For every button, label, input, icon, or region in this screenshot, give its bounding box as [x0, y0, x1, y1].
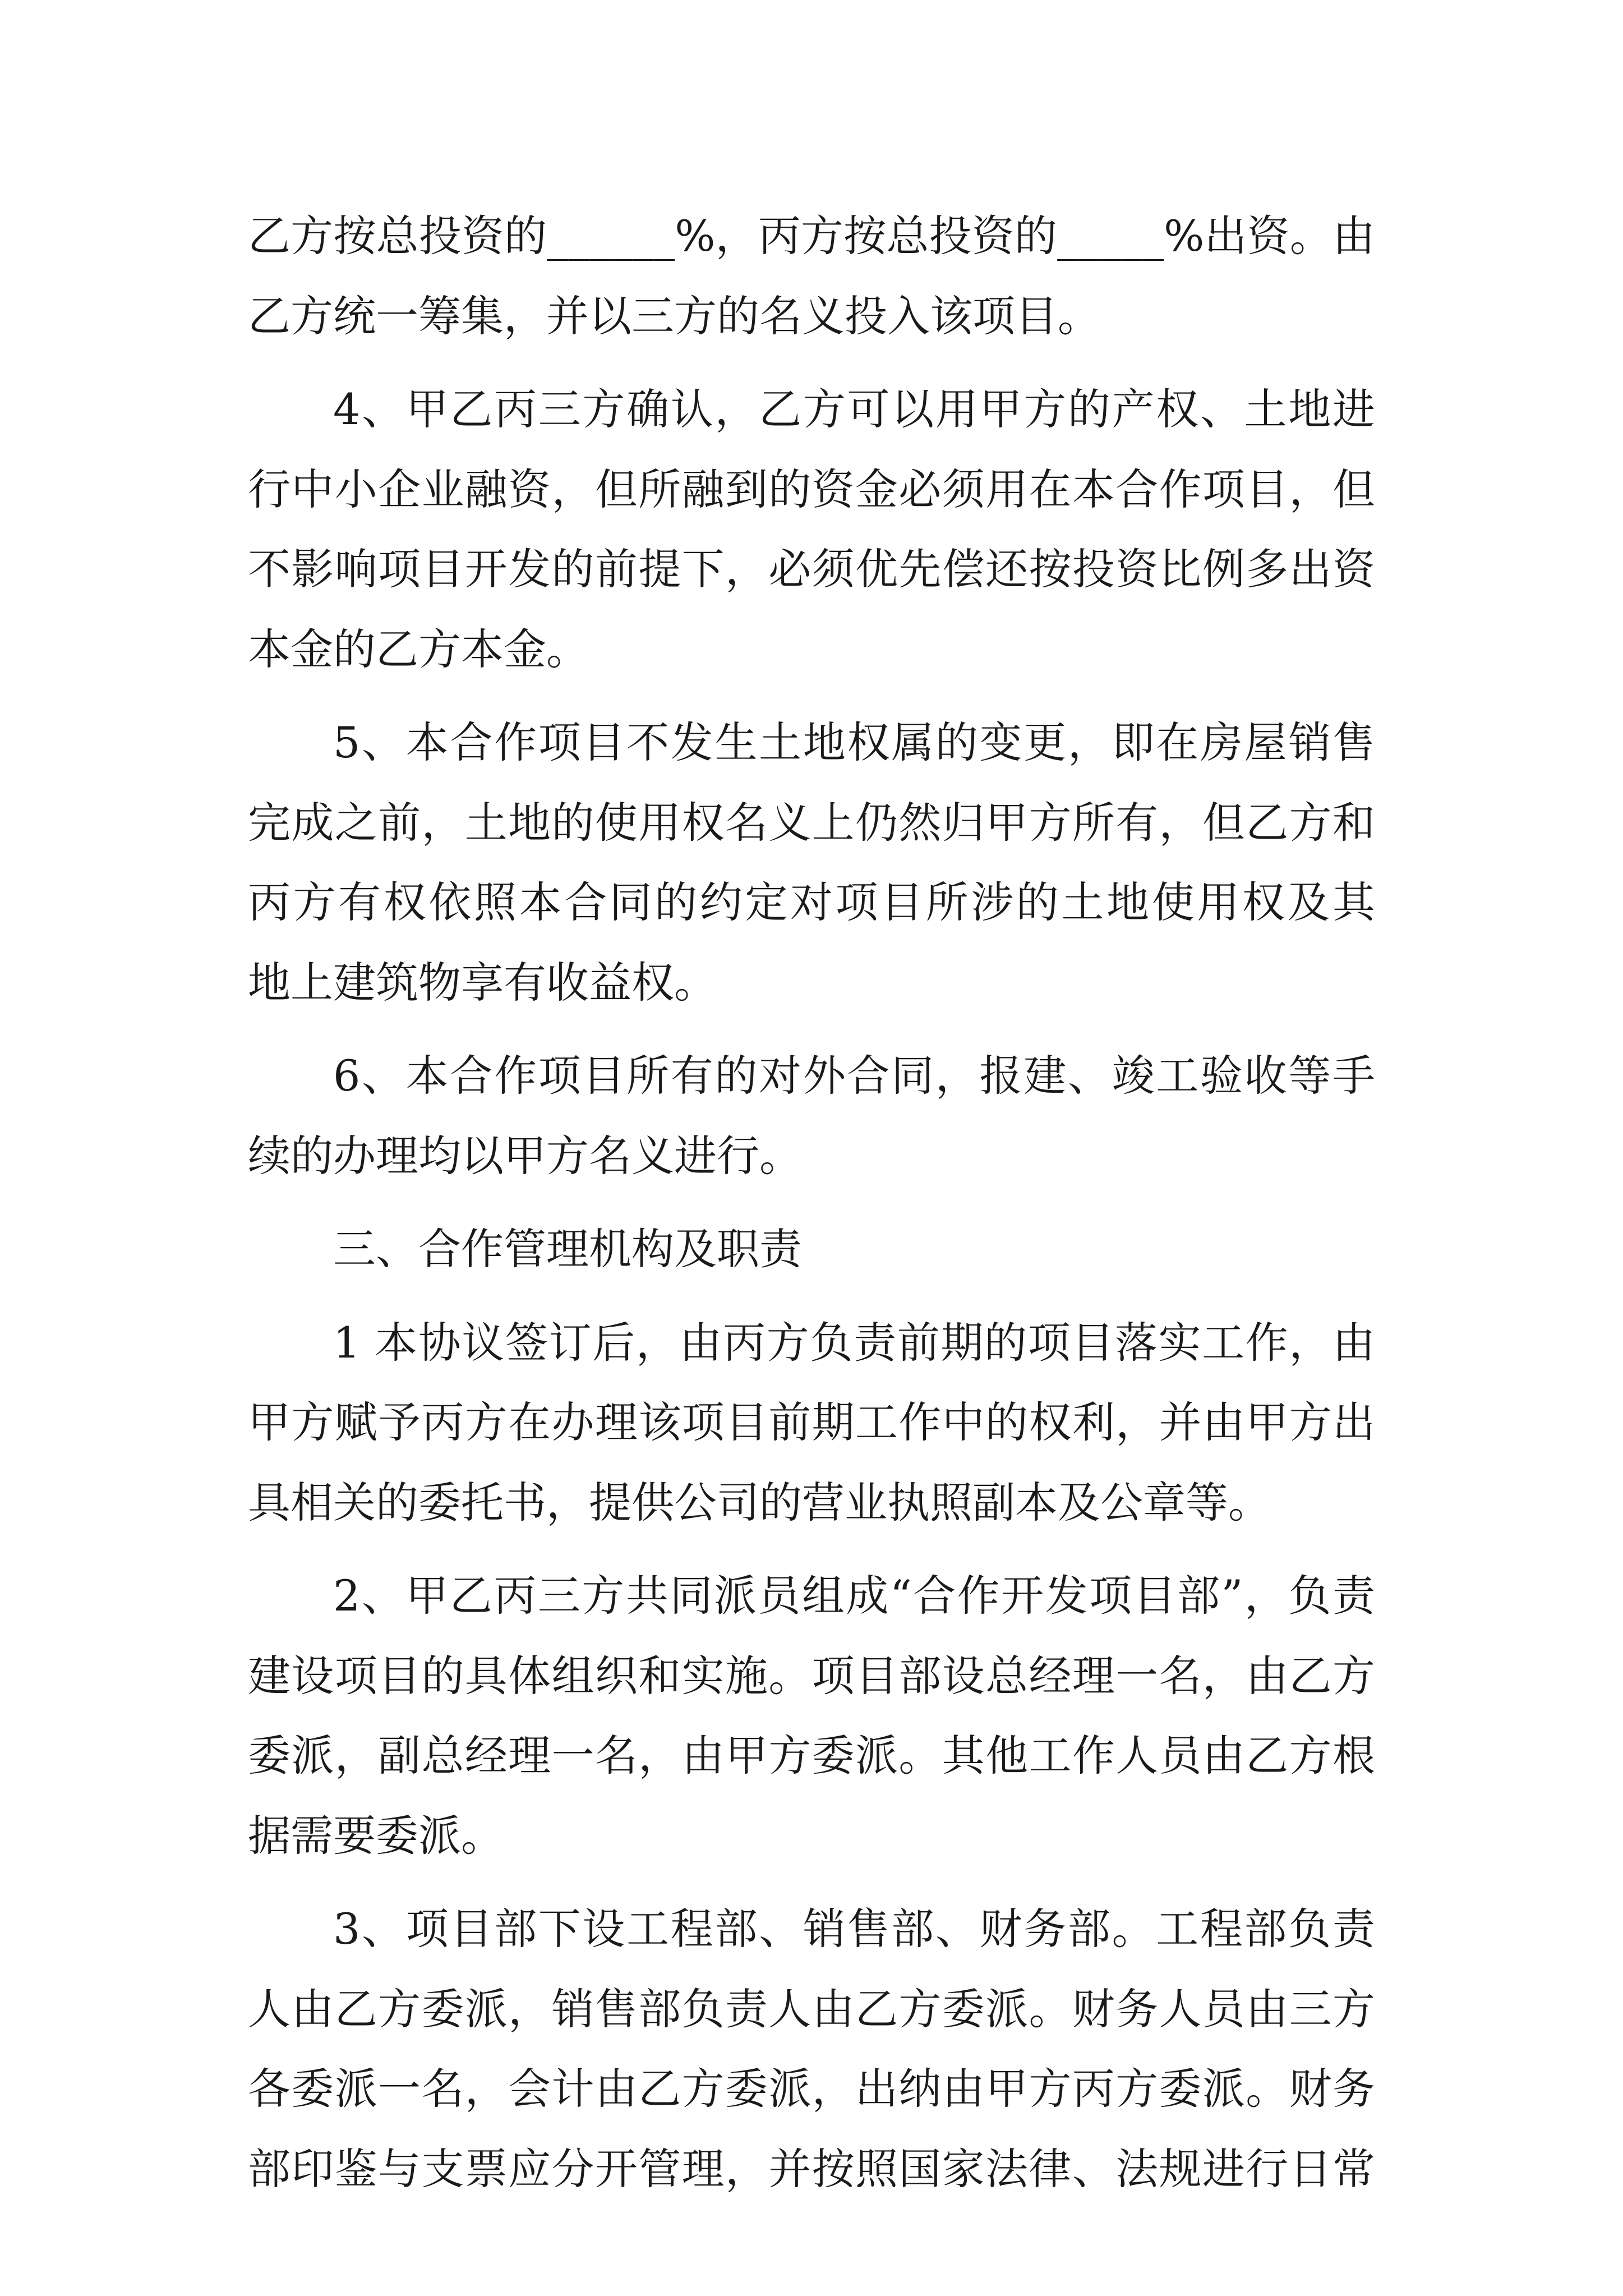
text-line: 各委派一名，会计由乙方委派，出纳由甲方丙方委派。财务 — [248, 2064, 1375, 2114]
text-line: 部印鉴与支票应分开管理，并按照国家法律、法规进行日常 — [248, 2143, 1375, 2194]
contract-body-text — [248, 196, 1375, 2209]
text-line: 甲方赋予丙方在办理该项目前期工作中的权利，并由甲方出 — [248, 1397, 1375, 1447]
text-line: 人由乙方委派，销售部负责人由乙方委派。财务人员由三方 — [248, 1984, 1375, 2034]
text-line: 丙方有权依照本合同的约定对项目所涉的土地使用权及其 — [248, 877, 1375, 927]
text-line: 乙方按总投资的______%，丙方按总投资的_____%出资。由 — [248, 211, 1375, 261]
section3-paragraph-3-line: 3、项目部下设工程部、销售部、财务部。工程部负责 — [333, 1904, 1375, 1954]
text-line: 建设项目的具体组织和实施。项目部设总经理一名，由乙方 — [248, 1650, 1375, 1701]
text-line: 乙方统一筹集，并以三方的名义投入该项目。 — [248, 291, 1100, 341]
paragraph-5-line: 5、本合作项目不发生土地权属的变更，即在房屋销售 — [333, 717, 1375, 767]
text-line: 委派，副总经理一名，由甲方委派。其他工作人员由乙方根 — [248, 1731, 1375, 1780]
text-line: 地上建筑物享有收益权。 — [248, 957, 717, 1007]
text-line: 不影响项目开发的前提下，必须优先偿还按投资比例多出资 — [248, 544, 1375, 594]
paragraph-4-line: 4、甲乙丙三方确认，乙方可以用甲方的产权、土地进 — [333, 384, 1375, 434]
text-line: 行中小企业融资，但所融到的资金必须用在本合作项目，但 — [248, 464, 1375, 514]
section-heading: 三、合作管理机构及职责 — [333, 1224, 802, 1274]
text-line: 完成之前，土地的使用权名义上仍然归甲方所有，但乙方和 — [248, 797, 1375, 848]
text-line: 续的办理均以甲方名义进行。 — [248, 1130, 802, 1181]
text-line: 据需要委派。 — [248, 1810, 504, 1861]
section3-paragraph-2-line: 2、甲乙丙三方共同派员组成“合作开发项目部”，负责 — [333, 1571, 1375, 1621]
text-line: 具相关的委托书，提供公司的营业执照副本及公章等。 — [248, 1477, 1271, 1527]
text-line: 本金的乙方本金。 — [248, 624, 589, 674]
paragraph-6-line: 6、本合作项目所有的对外合同，报建、竣工验收等手 — [333, 1051, 1375, 1101]
section3-paragraph-1-line: 1 本协议签订后，由丙方负责前期的项目落实工作，由 — [333, 1317, 1375, 1368]
